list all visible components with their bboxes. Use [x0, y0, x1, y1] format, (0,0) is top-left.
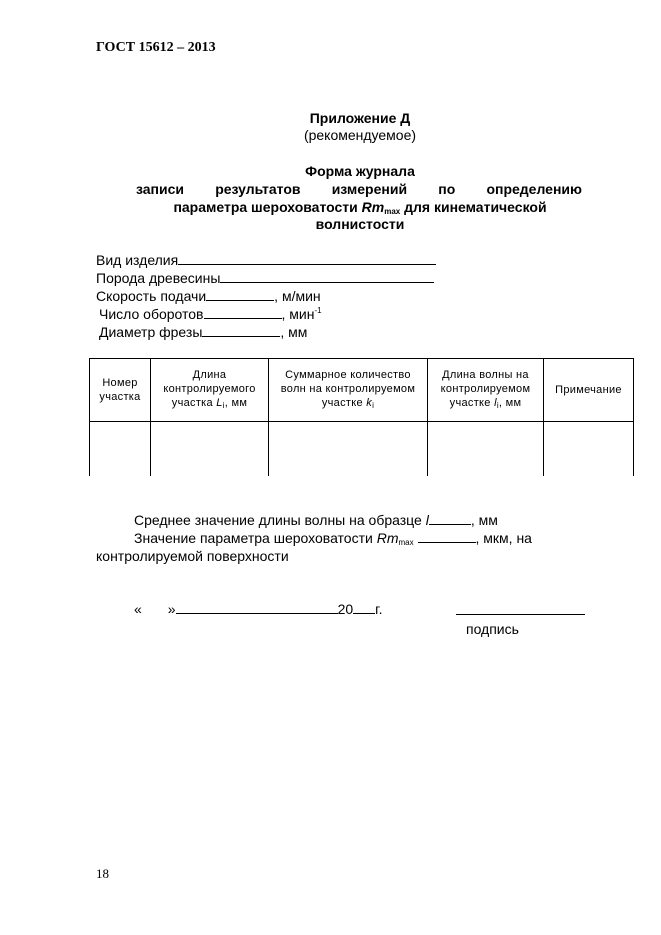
annex-title: Приложение Д [309, 110, 411, 126]
header-text: Длина волны на контролируемом участке [440, 368, 531, 409]
date-line [134, 601, 382, 617]
header-text: Длина контролируемого участка [163, 368, 256, 409]
field-unit: , мин [281, 306, 315, 322]
roughness-param-line [134, 530, 532, 547]
quote-open: « [134, 601, 142, 617]
quote-close: » [167, 601, 176, 617]
summary-label: Среднее значение длины волны на образце [134, 512, 426, 528]
field-feed-speed [96, 288, 321, 304]
year-prefix: 20 [337, 601, 354, 617]
field-blank [202, 324, 280, 337]
form-title-word: результатов [215, 181, 301, 197]
field-unit-superscript: -1 [314, 306, 322, 315]
mean-wave-length-line [134, 512, 498, 528]
summary-symbol: l [425, 512, 429, 528]
annex-status: (рекомендуемое) [303, 127, 417, 143]
field-label: Число оборотов [99, 306, 204, 322]
table-header-row [90, 359, 634, 422]
rm-subscript: max [384, 207, 401, 216]
signature-blank [456, 614, 585, 615]
header-symbol: k [366, 396, 373, 409]
header-subscript: i [496, 400, 499, 410]
summary-unit: , мм [470, 512, 498, 528]
header-symbol: l [494, 396, 497, 409]
year-suffix: г. [375, 601, 383, 617]
field-blank [418, 530, 476, 543]
field-label: Диаметр фрезы [99, 324, 203, 340]
form-title-line-2 [136, 181, 582, 197]
header-symbol: L [216, 396, 223, 409]
table-cell [90, 422, 151, 477]
form-title-text: параметра шероховатости [173, 199, 362, 215]
year-blank [353, 601, 375, 614]
form-title-line-1: Форма журнала [305, 163, 415, 179]
form-title-word: измерений [331, 181, 408, 197]
standard-number: ГОСТ 15612 – 2013 [96, 40, 216, 55]
field-wood-species [96, 270, 434, 286]
header-text: , мм [224, 396, 248, 409]
field-blank [206, 288, 274, 301]
field-blank [220, 270, 434, 283]
summary-symbol: Rm [376, 530, 399, 546]
field-cutter-diameter [99, 324, 307, 340]
form-title-text: для кинематической [400, 199, 547, 215]
table-cell [428, 422, 544, 477]
form-title-word: определению [486, 181, 582, 197]
field-blank [429, 512, 471, 525]
field-product-type [96, 252, 436, 268]
page-number: 18 [96, 866, 109, 881]
table-cell [269, 422, 428, 477]
summary-unit: , мкм, на [475, 530, 532, 546]
summary-label: Значение параметра шероховатости [134, 530, 377, 546]
form-title-line-3 [110, 199, 610, 216]
header-wave-count [269, 359, 428, 422]
roughness-param-continuation: контролируемой поверхности [96, 548, 289, 564]
field-blank [178, 252, 436, 265]
header-subscript: i [222, 400, 225, 410]
header-text: Суммарное количество волн на контролируемом участке [280, 368, 416, 409]
date-blank [176, 601, 338, 614]
field-label: Порода древесины [96, 270, 221, 286]
signature-label: подпись [466, 621, 519, 637]
field-unit: , мм [280, 324, 308, 340]
header-note: Примечание [544, 359, 634, 422]
field-rpm [99, 306, 322, 322]
form-title-word: по [438, 181, 456, 197]
header-section-length [151, 359, 269, 422]
table-cell [151, 422, 269, 477]
form-title-line-4: волнистости [315, 216, 405, 232]
field-label: Вид изделия [96, 252, 179, 268]
field-blank [204, 306, 282, 319]
table-row [90, 422, 634, 477]
header-subscript: i [372, 400, 375, 410]
rm-symbol: Rm [361, 199, 385, 215]
field-label: Скорость подачи [96, 288, 207, 304]
journal-table [89, 358, 634, 476]
table-cell [544, 422, 634, 477]
header-wave-length [428, 359, 544, 422]
header-section-number: Номер участка [90, 359, 151, 422]
form-title-word: записи [136, 181, 185, 197]
header-text: , мм [498, 396, 522, 409]
summary-subscript: max [398, 538, 414, 547]
field-unit: , м/мин [274, 288, 321, 304]
